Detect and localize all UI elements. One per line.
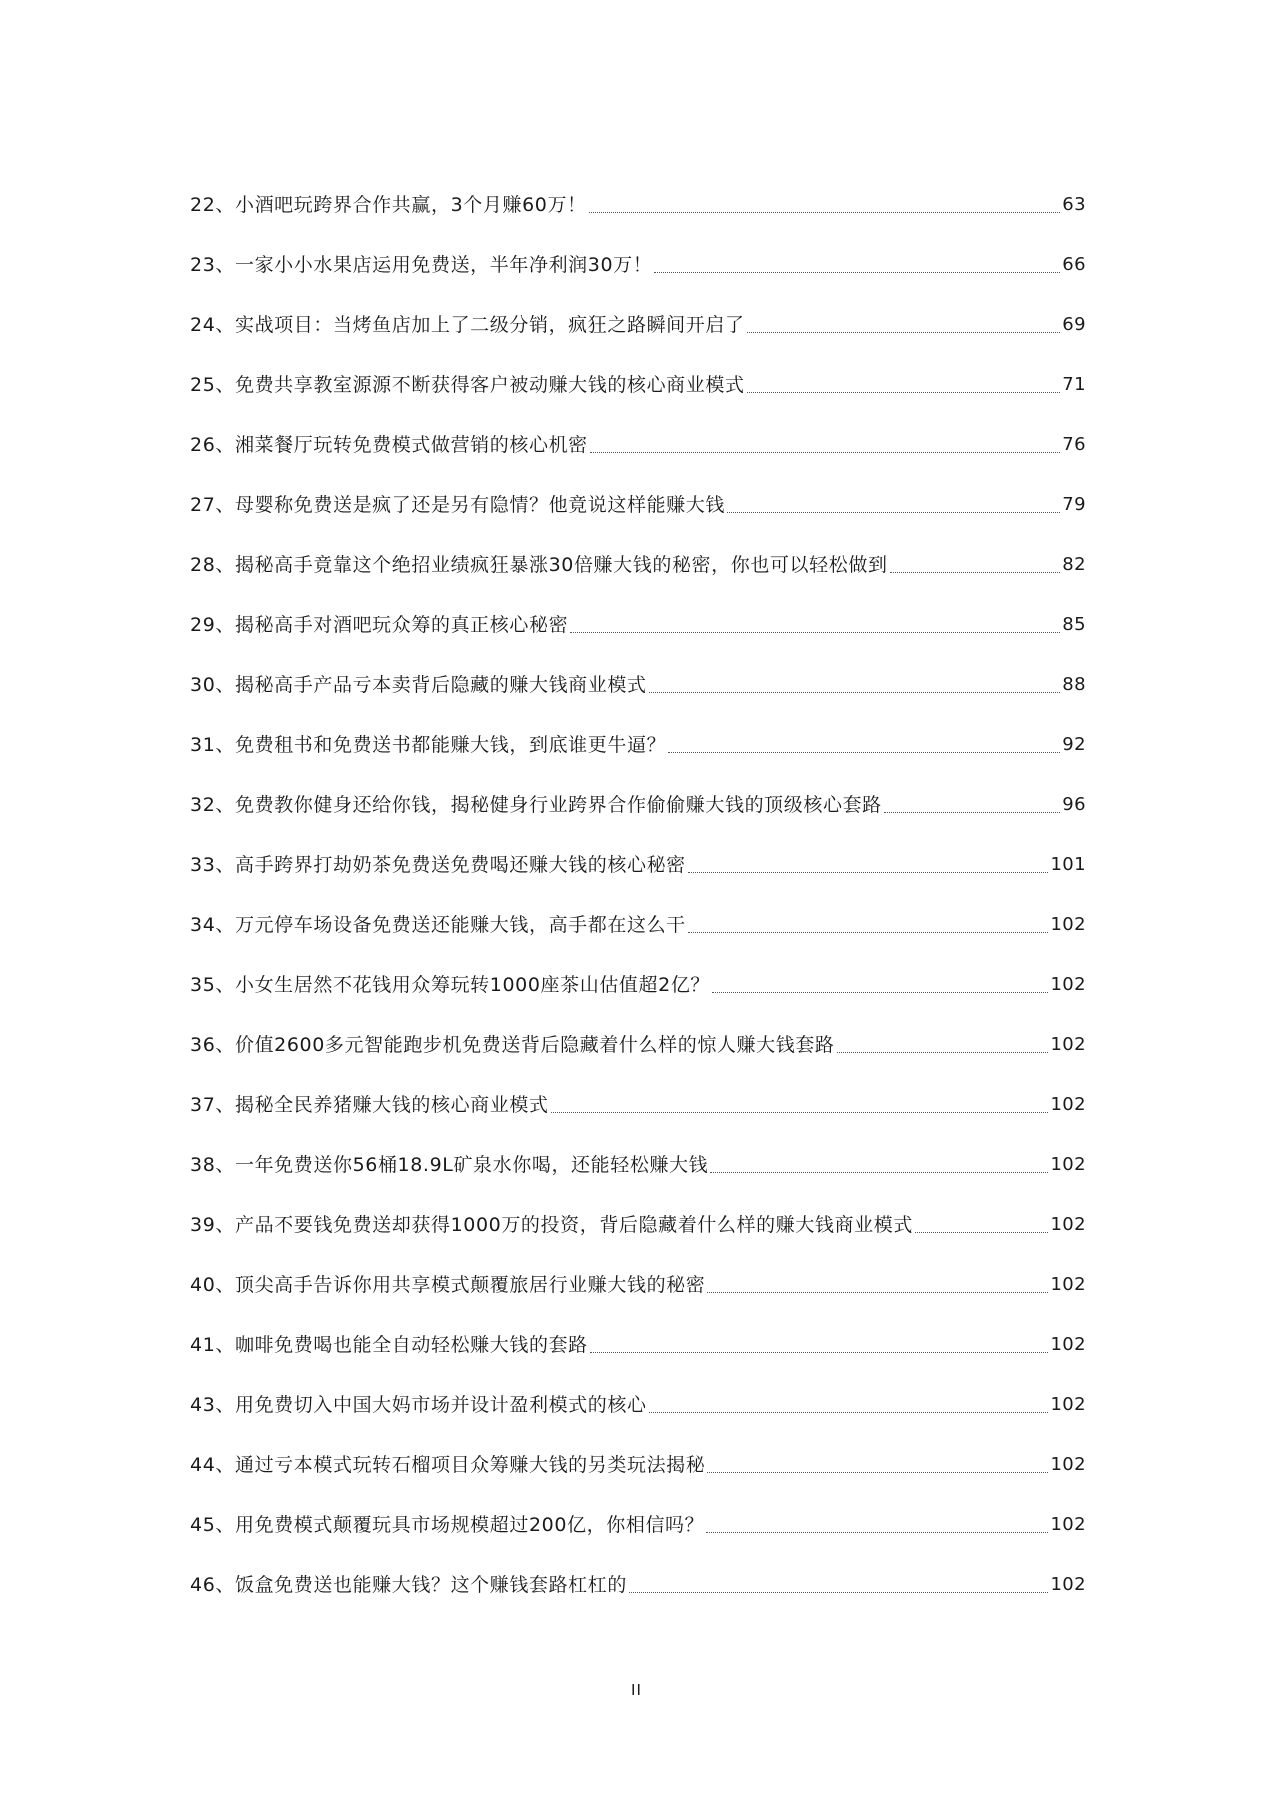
toc-entry-title: 30、揭秘高手产品亏本卖背后隐藏的赚大钱商业模式 bbox=[190, 674, 647, 696]
toc-dot-leader bbox=[710, 1172, 1048, 1173]
toc-dot-leader bbox=[747, 392, 1061, 393]
toc-entry-title: 38、一年免费送你56桶18.9L矿泉水你喝，还能轻松赚大钱 bbox=[190, 1154, 709, 1176]
toc-dot-leader bbox=[706, 1532, 1048, 1533]
toc-entry[interactable] bbox=[190, 1074, 1086, 1134]
toc-entry[interactable] bbox=[190, 1194, 1086, 1254]
toc-dot-leader bbox=[837, 1052, 1049, 1053]
toc-entry-page-number: 63 bbox=[1062, 194, 1086, 215]
toc-entry-title: 29、揭秘高手对酒吧玩众筹的真正核心秘密 bbox=[190, 614, 569, 636]
toc-entry[interactable] bbox=[190, 834, 1086, 894]
toc-entry-page-number: 101 bbox=[1050, 854, 1086, 875]
toc-entry-title: 33、高手跨界打劫奶茶免费送免费喝还赚大钱的核心秘密 bbox=[190, 854, 686, 876]
toc-entry-page-number: 102 bbox=[1050, 974, 1086, 995]
toc-dot-leader bbox=[629, 1592, 1048, 1593]
toc-entry[interactable] bbox=[190, 894, 1086, 954]
toc-entry-title: 32、免费教你健身还给你钱，揭秘健身行业跨界合作偷偷赚大钱的顶级核心套路 bbox=[190, 794, 882, 816]
toc-entry-title: 43、用免费切入中国大妈市场并设计盈利模式的核心 bbox=[190, 1394, 647, 1416]
toc-dot-leader bbox=[707, 1472, 1048, 1473]
toc-dot-leader bbox=[688, 872, 1049, 873]
toc-entry-page-number: 71 bbox=[1062, 374, 1086, 395]
toc-entry-page-number: 96 bbox=[1062, 794, 1086, 815]
toc-entry-page-number: 102 bbox=[1050, 1214, 1086, 1235]
toc-entry[interactable] bbox=[190, 1134, 1086, 1194]
toc-entry-page-number: 102 bbox=[1050, 1154, 1086, 1175]
toc-entry-title: 23、一家小小水果店运用免费送，半年净利润30万！ bbox=[190, 254, 653, 276]
toc-dot-leader bbox=[570, 632, 1060, 633]
toc-entry[interactable] bbox=[190, 954, 1086, 1014]
toc-entry-title: 40、顶尖高手告诉你用共享模式颠覆旅居行业赚大钱的秘密 bbox=[190, 1274, 706, 1296]
toc-entry[interactable] bbox=[190, 174, 1086, 234]
toc-entry-title: 28、揭秘高手竟靠这个绝招业绩疯狂暴涨30倍赚大钱的秘密，你也可以轻松做到 bbox=[190, 554, 888, 576]
toc-dot-leader bbox=[707, 1292, 1048, 1293]
toc-entry-page-number: 102 bbox=[1050, 914, 1086, 935]
toc-entry-page-number: 102 bbox=[1050, 1334, 1086, 1355]
toc-entry-page-number: 66 bbox=[1062, 254, 1086, 275]
toc-dot-leader bbox=[688, 932, 1049, 933]
toc-entry-title: 45、用免费模式颠覆玩具市场规模超过200亿，你相信吗？ bbox=[190, 1514, 705, 1536]
toc-entry-title: 36、价值2600多元智能跑步机免费送背后隐藏着什么样的惊人赚大钱套路 bbox=[190, 1034, 835, 1056]
toc-entry-page-number: 79 bbox=[1062, 494, 1086, 515]
toc-entry-title: 31、免费租书和免费送书都能赚大钱，到底谁更牛逼？ bbox=[190, 734, 667, 756]
toc-entry[interactable] bbox=[190, 234, 1086, 294]
table-of-contents bbox=[190, 174, 1086, 1614]
toc-entry-page-number: 102 bbox=[1050, 1514, 1086, 1535]
toc-dot-leader bbox=[551, 1112, 1049, 1113]
toc-dot-leader bbox=[589, 212, 1061, 213]
toc-entry[interactable] bbox=[190, 1374, 1086, 1434]
toc-entry[interactable] bbox=[190, 714, 1086, 774]
toc-dot-leader bbox=[712, 992, 1048, 993]
toc-dot-leader bbox=[915, 1232, 1049, 1233]
toc-entry[interactable] bbox=[190, 1254, 1086, 1314]
toc-entry[interactable] bbox=[190, 1314, 1086, 1374]
toc-entry-title: 41、咖啡免费喝也能全自动轻松赚大钱的套路 bbox=[190, 1334, 588, 1356]
toc-dot-leader bbox=[727, 512, 1060, 513]
toc-entry-title: 24、实战项目：当烤鱼店加上了二级分销，疯狂之路瞬间开启了 bbox=[190, 314, 745, 336]
toc-entry-title: 27、母婴称免费送是疯了还是另有隐情？他竟说这样能赚大钱 bbox=[190, 494, 725, 516]
toc-dot-leader bbox=[654, 272, 1060, 273]
toc-entry[interactable] bbox=[190, 294, 1086, 354]
toc-entry[interactable] bbox=[190, 1434, 1086, 1494]
toc-entry-title: 25、免费共享教室源源不断获得客户被动赚大钱的核心商业模式 bbox=[190, 374, 745, 396]
toc-entry-title: 44、通过亏本模式玩转石榴项目众筹赚大钱的另类玩法揭秘 bbox=[190, 1454, 706, 1476]
toc-entry-page-number: 102 bbox=[1050, 1454, 1086, 1475]
toc-entry-page-number: 102 bbox=[1050, 1034, 1086, 1055]
toc-entry[interactable] bbox=[190, 654, 1086, 714]
toc-entry[interactable] bbox=[190, 1014, 1086, 1074]
toc-entry[interactable] bbox=[190, 774, 1086, 834]
toc-entry-page-number: 102 bbox=[1050, 1094, 1086, 1115]
toc-dot-leader bbox=[884, 812, 1061, 813]
toc-entry-title: 37、揭秘全民养猪赚大钱的核心商业模式 bbox=[190, 1094, 549, 1116]
toc-entry-page-number: 88 bbox=[1062, 674, 1086, 695]
toc-entry[interactable] bbox=[190, 1554, 1086, 1614]
toc-dot-leader bbox=[890, 572, 1061, 573]
toc-entry[interactable] bbox=[190, 534, 1086, 594]
toc-entry-page-number: 102 bbox=[1050, 1274, 1086, 1295]
toc-entry[interactable] bbox=[190, 354, 1086, 414]
page-number: II bbox=[631, 1682, 642, 1699]
toc-entry-page-number: 102 bbox=[1050, 1574, 1086, 1595]
toc-dot-leader bbox=[747, 332, 1061, 333]
toc-entry-title: 46、饭盒免费送也能赚大钱？这个赚钱套路杠杠的 bbox=[190, 1574, 627, 1596]
toc-dot-leader bbox=[668, 752, 1060, 753]
toc-dot-leader bbox=[590, 452, 1061, 453]
toc-entry-page-number: 69 bbox=[1062, 314, 1086, 335]
toc-entry-page-number: 82 bbox=[1062, 554, 1086, 575]
toc-entry-title: 22、小酒吧玩跨界合作共赢，3个月赚60万！ bbox=[190, 194, 587, 216]
toc-dot-leader bbox=[590, 1352, 1049, 1353]
toc-dot-leader bbox=[649, 1412, 1049, 1413]
toc-entry-title: 34、万元停车场设备免费送还能赚大钱，高手都在这么干 bbox=[190, 914, 686, 936]
toc-dot-leader bbox=[649, 692, 1061, 693]
toc-entry-page-number: 85 bbox=[1062, 614, 1086, 635]
toc-entry-page-number: 92 bbox=[1062, 734, 1086, 755]
toc-entry[interactable] bbox=[190, 594, 1086, 654]
toc-entry[interactable] bbox=[190, 414, 1086, 474]
toc-entry[interactable] bbox=[190, 1494, 1086, 1554]
toc-entry-title: 26、湘菜餐厅玩转免费模式做营销的核心机密 bbox=[190, 434, 588, 456]
toc-entry-title: 35、小女生居然不花钱用众筹玩转1000座茶山估值超2亿？ bbox=[190, 974, 711, 996]
toc-entry-page-number: 76 bbox=[1062, 434, 1086, 455]
toc-entry-page-number: 102 bbox=[1050, 1394, 1086, 1415]
toc-entry-title: 39、产品不要钱免费送却获得1000万的投资，背后隐藏着什么样的赚大钱商业模式 bbox=[190, 1214, 913, 1236]
toc-entry[interactable] bbox=[190, 474, 1086, 534]
